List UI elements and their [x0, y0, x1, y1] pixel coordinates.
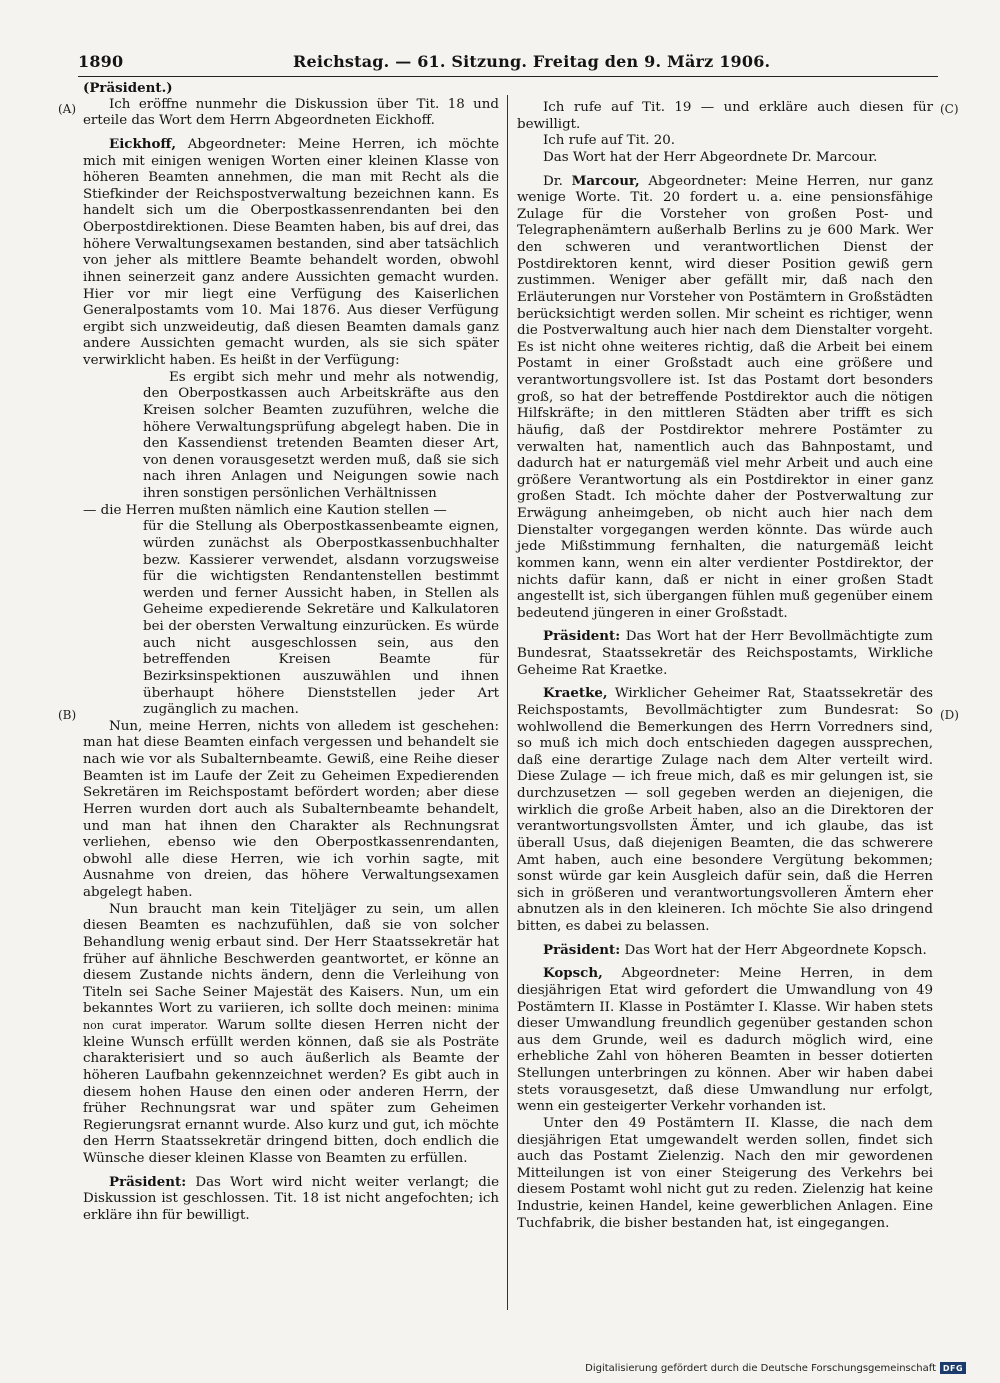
latin-quote: minima non curat imperator.	[83, 1002, 499, 1032]
speech-text: Wirklicher Geheimer Rat, Staatssekretär des Reichspostamts, Bevollmächtigter zum Bundesrat: So wohlwollend die Bemerkungen des Herrn Vorredners sind, so muß ich mich doch entschieden dagegen aussprechen, daß eine derartige Zulage nach dem Alter verteilt wird. Diese Zulage — ich freue mich, daß es mir gelungen ist, sie durchzusetzen — soll gegeben werden an diejenigen, die wirklich die große Arbeit haben, also an die Direktoren der verantwortungsvollsten Ämter, und ich glaube, das ist überall Usus, daß diejenigen Beamten, die das schwerere Amt haben, auch eine besondere Vergütung bekommen; sonst würde gar kein Ausgleich dafür sein, daß die Herren sich in größeren und verantwortungsvolleren Ämtern eher abnutzen als in den kleineren. Ich möchte Sie also dringend bitten, es dabei zu belassen.	[517, 686, 933, 934]
speaker-name: Präsident:	[543, 628, 621, 645]
speech-kopsch	[517, 965, 933, 1116]
speaker-continuation: (Präsident.)	[83, 80, 173, 96]
paragraph: Unter den 49 Postämtern II. Klasse, die nach dem diesjährigen Etat umgewandelt werden sollen, findet sich auch das Postamt Zielenzig. Nach den mir gewordenen Mitteilungen ist von einer Steigerung des Verkehrs bei diesem Postamt wohl nicht gut zu reden. Zielenzig hat keine Industrie, keinen Handel, keine gewerblichen Anlagen. Eine Tuchfabrik, die bisher bestanden hat, ist eingegangen.	[517, 1115, 933, 1231]
header-rule	[78, 76, 938, 77]
speaker-name: Eickhoff,	[109, 135, 177, 152]
speech-praesident	[83, 1174, 499, 1225]
paragraph-text: Warum sollte diesen Herren nicht der kleine Wunsch erfüllt werden können, daß sie als Posträte charakterisiert und so auch äußerlich als Beamte der höheren Laufbahn gekennzeichnet werden? Es gibt auch in diesem hohen Hause den einen oder anderen Herrn, der früher Rechnungsrat war und später zum Geheimen Regierungsrat ernannt wurde. Also kurz und gut, ich möchte den Herrn Staatssekretär dringend bitten, doch endlich die Wünsche dieser kleinen Klasse von Beamten zu erfüllen.	[83, 1018, 499, 1166]
dfg-logo: DFG	[940, 1362, 966, 1374]
paragraph: Ich eröffne nunmehr die Diskussion über Tit. 18 und erteile das Wort dem Herrn Abgeordneten Eickhoff.	[83, 96, 499, 129]
paragraph: Ich rufe auf Tit. 20.	[543, 133, 676, 149]
interjection: — die Herren mußten nämlich eine Kaution stellen —	[83, 502, 447, 518]
speech-kraetke	[517, 685, 933, 935]
quotation: für die Stellung als Oberpostkassenbeamte eignen, würden zunächst als Oberpostkassenbuchhalter bezw. Kassierer verwendet, alsdann vorzugsweise für die wichtigsten Rendantenstellen bestimmt werden und ferner Aussicht haben, in Stellen als Geheime expedierende Sekretäre und Kalkulatoren bei der obersten Verwaltung einzurücken. Es würde auch nicht ausgeschlossen sein, aus den betreffenden Kreisen Beamte für Bezirksinspektionen auszuwählen und ihnen überhaupt höhere Dienststellen jeder Art zugänglich zu machen.	[143, 519, 499, 718]
speaker-title: Dr.	[543, 173, 563, 189]
right-column	[517, 100, 933, 1232]
speaker-name: Präsident:	[543, 941, 621, 958]
speech-marcour	[517, 173, 933, 623]
speech-eickhoff	[83, 136, 499, 370]
margin-label-d: (D)	[940, 708, 959, 722]
speaker-name: Marcour,	[571, 172, 640, 189]
footer-text: Digitalisierung gefördert durch die Deutsche Forschungsgemeinschaft	[585, 1362, 936, 1374]
quotation: Es ergibt sich mehr und mehr als notwendig, den Oberpostkassen auch Arbeitskräfte aus den Kreisen solcher Beamten zuzuführen, welche die höhere Verwaltungsprüfung abgelegt haben. Die in den Kassendienst tretenden Beamten dieser Art, von denen vorausgesetzt werden muß, daß sie sich nach ihren Anlagen und Neigungen sowie nach ihren sonstigen persönlichen Verhältnissen	[143, 369, 499, 501]
paragraph-text: Nun braucht man kein Titeljäger zu sein, um allen diesen Beamten es nachzufühlen, daß sie von solcher Behandlung wenig erbaut sind. Der Herr Staatssekretär hat früher auf ähnliche Beschwerden geantwortet, er könne an diesem Zustande nichts ändern, denn die Verleihung von Titeln sei Sache Seiner Majestät des Kaisers. Nun, um ein bekanntes Wort zu variieren, ich sollte doch meinen:	[83, 901, 499, 1017]
speech-praesident	[517, 942, 933, 960]
speech-praesident	[517, 628, 933, 679]
speech-text: Das Wort wird nicht weiter verlangt; die Diskussion ist geschlossen. Tit. 18 ist nicht angefochten; ich erkläre ihn für bewilligt.	[83, 1174, 499, 1223]
margin-label-b: (B)	[58, 708, 77, 722]
digitization-footer	[585, 1362, 966, 1374]
paragraph: Das Wort hat der Herr Abgeordnete Dr. Marcour.	[543, 149, 878, 165]
page-number: 1890	[78, 52, 124, 71]
speech-text: Abgeordneter: Meine Herren, nur ganz wenige Worte. Tit. 20 fordert u. a. eine pensionsfähige Zulage für die Vorsteher von großen Post- und Telegraphenämtern außerhalb Berlins zu je 600 Mark. Wer den schweren und verantwortlichen Dienst der Postdirektoren kennt, wird dieser Position gewiß gern zustimmen. Weniger aber gefällt mir, daß nach den Erläuterungen nur Vorsteher von Postämtern in Großstädten berücksichtigt werden sollen. Mir scheint es richtiger, wenn die Postverwaltung auch hier nach dem Dienstalter vorgeht. Es ist nicht ohne weiteres richtig, daß die Arbeit bei einem Postamt in einer Großstadt auch eine größere und verantwortungsvollere ist. Ist das Postamt dort besonders groß, so hat der betreffende Postdirektor auch die nötigen Hilfskräfte; in den mittleren Städten aber trifft es sich häufig, daß der Postdirektor mehrere Postämter zu verwalten hat, namentlich auch das Bahnpostamt, und dadurch hat er naturgemäß viel mehr Arbeit und auch eine größere Verantwortung als ein Postdirektor in einer ganz großen Stadt. Ich möchte daher der Postverwaltung zur Erwägung anheimgeben, ob nicht auch hier nach dem Dienstalter vorgegangen werden könnte. Das würde auch jede Mißstimmung fernhalten, die naturgemäß leicht kommen kann, wenn ein alter verdienter Postdirektor, der nichts dafür kann, daß er nicht in einer großen Stadt angestellt ist, sich übergangen fühlen muß gegenüber einem bedeutend jüngeren in einer Großstadt.	[517, 173, 933, 621]
speaker-name: Kraetke,	[543, 685, 608, 702]
speech-text: Abgeordneter: Meine Herren, ich möchte mich mit einigen wenigen Worten einer kleinen Klasse von höheren Beamten annehmen, die man mit Recht als die Stiefkinder der Reichspostverwaltung bezeichnen kann. Es handelt sich um die Oberpostkassenrendanten bei den Oberpostdirektionen. Diese Beamten haben, bis auf drei, das höhere Verwaltungsexamen bestanden, sind aber tatsächlich von jeher als mittlere Beamte behandelt worden, obwohl ihnen seinerzeit ganz andere Aussichten gemacht wurden. Hier vor mir liegt eine Verfügung des Kaiserlichen Generalpostamts vom 10. Mai 1876. Aus dieser Verfügung ergibt sich unzweideutig, daß diesen Beamten damals ganz andere Aussichten gemacht wurden, als sie sich später verwirklicht haben. Es heißt in der Verfügung:	[83, 136, 500, 368]
page-header	[78, 52, 938, 76]
paragraph: Nun, meine Herren, nichts von alledem ist geschehen: man hat diese Beamten einfach vergessen und behandelt sie nach wie vor als Subalternbeamte. Gewiß, eine Reihe dieser Beamten ist im Laufe der Zeit zu Geheimen Expedierenden Sekretären im Reichspostamt befördert worden; aber diese Herren wurden dort auch als Subalternbeamte behandelt, und man hat ihnen den Charakter als Rechnungsrat verliehen, ebenso wie den Oberpostkassenrendanten, obwohl alle diese Herren, wie ich vorhin sagte, mit Ausnahme von dreien, das höhere Verwaltungsexamen abgelegt haben.	[83, 718, 499, 900]
paragraph	[83, 902, 499, 1168]
column-separator	[507, 95, 508, 1310]
speech-text: Das Wort hat der Herr Abgeordnete Kopsch.	[624, 942, 927, 958]
speaker-name: Kopsch,	[543, 965, 603, 982]
paragraph: Ich rufe auf Tit. 19 — und erkläre auch diesen für bewilligt.	[517, 100, 933, 132]
margin-label-c: (C)	[940, 102, 959, 116]
speech-text: Das Wort hat der Herr Bevollmächtigte zum Bundesrat, Staatssekretär des Reichspostamts, Wirkliche Geheime Rat Kraetke.	[517, 629, 933, 678]
margin-label-a: (A)	[58, 102, 77, 116]
left-column	[83, 80, 499, 1225]
speaker-name: Präsident:	[109, 1173, 187, 1190]
speech-text: Abgeordneter: Meine Herren, in dem diesjährigen Etat wird gefordert die Umwandlung von 49 Postämtern II. Klasse in Postämter I. Klasse. Wir haben stets dieser Umwandlung freundlich gegenüber gestanden schon aus dem Grunde, weil es dadurch möglich wird, eine erhebliche Zahl von höheren Beamten in besser dotierten Stellungen unterbringen zu können. Aber wir haben dabei stets vorausgesetzt, daß diese Umwandlung nur erfolgt, wenn ein gesteigerter Verkehr vorhanden ist.	[517, 966, 933, 1115]
page-title: Reichstag. — 61. Sitzung. Freitag den 9. März 1906.	[293, 52, 771, 71]
